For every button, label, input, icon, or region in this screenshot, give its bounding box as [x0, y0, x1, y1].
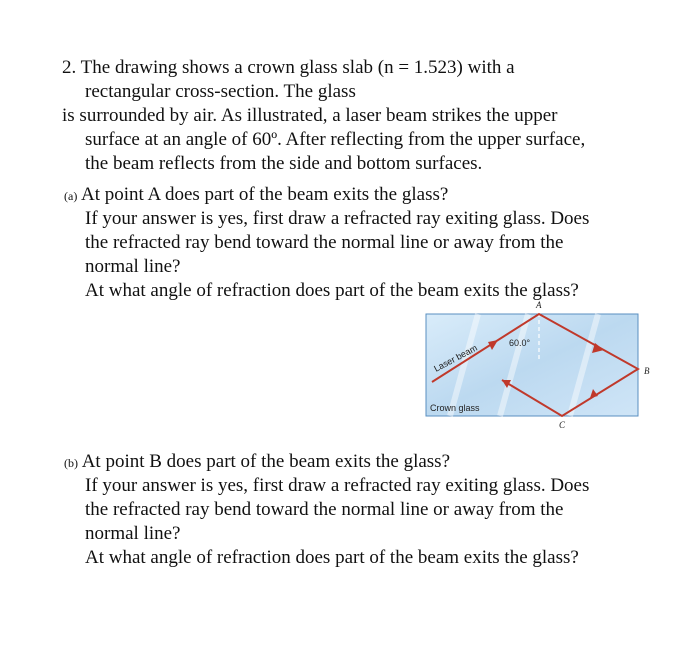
- laser-beam-label: Laser beam: [432, 342, 479, 374]
- problem-number: 2.: [62, 57, 77, 78]
- problem-intro-text-1: The drawing shows a crown glass slab (n = 1.523) with a: [80, 57, 515, 78]
- part-b-line-1: [64, 450, 450, 475]
- part-b-line-2: If your answer is yes, first draw a refracted ray exiting glass. Does: [85, 475, 590, 496]
- crown-glass-label: Crown glass: [430, 403, 480, 413]
- part-b-question: At point B does part of the beam exits the glass?: [81, 451, 451, 472]
- part-a-question: At point A does part of the beam exits the glass?: [81, 184, 449, 205]
- problem-intro-line-2: rectangular cross-section. The glass: [85, 81, 356, 102]
- point-a-label: A: [536, 300, 542, 310]
- part-a-line-2: If your answer is yes, first draw a refracted ray exiting glass. Does: [85, 208, 590, 229]
- problem-intro-line-1: [62, 56, 515, 80]
- part-b-line-5: At what angle of refraction does part of the beam exits the glass?: [85, 547, 579, 568]
- part-a-line-4: normal line?: [85, 256, 181, 277]
- point-b-label: B: [644, 366, 650, 376]
- part-b-line-3: the refracted ray bend toward the normal line or away from the: [85, 499, 564, 520]
- part-a-marker: (a): [64, 189, 78, 203]
- glass-slab-diagram: [420, 298, 660, 432]
- problem-intro-line-3: is surrounded by air. As illustrated, a laser beam strikes the upper: [62, 105, 558, 126]
- angle-label: 60.0°: [509, 338, 531, 348]
- problem-intro-line-5: the beam reflects from the side and bottom surfaces.: [85, 153, 483, 174]
- point-c-label: C: [559, 420, 566, 430]
- part-a-line-3: the refracted ray bend toward the normal line or away from the: [85, 232, 564, 253]
- part-a-line-1: [64, 183, 448, 208]
- part-b-line-4: normal line?: [85, 523, 181, 544]
- part-a-line-5: At what angle of refraction does part of the beam exits the glass?: [85, 280, 579, 301]
- part-b-marker: (b): [64, 456, 78, 470]
- problem-intro-line-4: surface at an angle of 60º. After reflecting from the upper surface,: [85, 129, 586, 150]
